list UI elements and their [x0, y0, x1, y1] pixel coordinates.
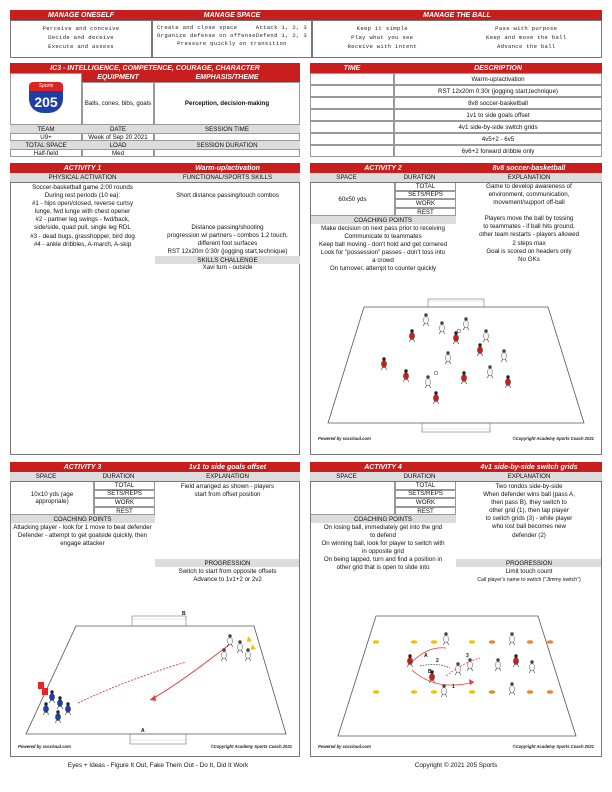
duration-label: DURATION	[82, 472, 155, 481]
progression-line: Limit touch count	[505, 568, 553, 575]
cone-marker	[431, 640, 437, 644]
activity-3-title: 1v1 to side goals offset	[155, 462, 300, 472]
ball-line: Keep and move the ball	[486, 34, 567, 41]
duration-row: REST	[395, 507, 456, 516]
activity-4	[310, 462, 602, 757]
date-label: DATE	[82, 125, 154, 133]
activity-4-title: 4v1 side-by-side switch grids	[456, 462, 602, 472]
oneself-line: Perceive and conceive	[42, 25, 120, 32]
coaching-line: Look for "possession" passes - don't toss into	[320, 249, 446, 257]
duration-row: TOTAL	[395, 182, 456, 191]
coaching-points-label: COACHING POINTS	[310, 216, 456, 224]
credit-left: Powered by soccloud.com	[318, 436, 371, 441]
manage-space-box	[152, 20, 312, 58]
date-value: Week of Sep 20 2021	[82, 133, 154, 141]
coaching-line: Keep ball moving - don't hold and get cornered	[318, 241, 448, 249]
session-time-label: SESSION TIME	[154, 125, 300, 133]
duration-row: REST	[94, 507, 155, 516]
schedule-description: 4v1 side-by-side switch grids	[394, 121, 602, 133]
activity-3-label: ACTIVITY 3	[10, 462, 155, 472]
schedule-description: 6v6+2 forward dribble only	[394, 145, 602, 157]
oneself-line: Decide and deceive	[48, 34, 114, 41]
schedule-time	[310, 133, 394, 145]
explanation-line: Game to develop awareness of	[486, 183, 572, 190]
cone-marker	[373, 640, 379, 644]
explanation-line: 2 steps max	[512, 239, 546, 247]
mark-a: A	[424, 653, 428, 659]
duration-row: REST	[395, 208, 456, 217]
activity-2-label: ACTIVITY 2	[310, 163, 456, 173]
explanation-line: other team restarts - players allowed	[478, 231, 580, 239]
explanation-label: EXPLANATION	[155, 472, 300, 481]
equipment-value: Balls, cones, bibs, goals	[82, 82, 154, 125]
progression-label: PROGRESSION	[155, 559, 300, 567]
coaching-line: On being tapped, turn and find a position in	[323, 556, 443, 564]
space-line: 10x10 yds (age	[30, 491, 74, 498]
team-label: TEAM	[10, 125, 82, 133]
credit-right: ©Copyright Academy Sports Coach 2021	[210, 744, 292, 749]
space-line: Pressure quickly on transition	[177, 40, 287, 47]
physical-list	[12, 184, 153, 249]
manage-ball-header: MANAGE THE BALL	[312, 10, 602, 20]
emphasis-label: EMPHASIS/THEME	[154, 73, 300, 82]
ball-line: Keep it simple	[356, 25, 408, 32]
functional-line: Short distance passing/touch combos	[176, 192, 279, 199]
coaching-line: other grid that is open to slide into	[336, 564, 430, 572]
physical-line: Soccer-basketball game 2:00 rounds	[32, 184, 133, 191]
physical-activation-label: PHYSICAL ACTIVATION	[10, 173, 155, 182]
load-value: Med	[82, 149, 154, 157]
mark-1: 1	[452, 684, 455, 690]
duration-label: DURATION	[383, 472, 456, 481]
activity-2-title: 8v8 soccer-basketball	[456, 163, 602, 173]
schedule-description: RST 12x20m 0:30r (jogging start,technique)	[394, 85, 602, 97]
explanation-line: Players move the ball by tossing	[484, 215, 574, 223]
space-label: SPACE	[310, 173, 383, 182]
space-line: Organize defense on offense	[157, 32, 256, 39]
explanation-line: then pass B), they switch to	[491, 499, 567, 507]
functional-line: Distance passing/shooting	[191, 224, 264, 232]
progression-note: Call player's name to switch ("Jimmy switch")	[477, 577, 581, 584]
coaching-line: engage attacker	[60, 540, 105, 548]
credit-right: ©Copyright Academy Sports Coach 2021	[512, 744, 594, 749]
logo-top: Sports	[29, 82, 63, 91]
space-line: Attack 1, 2, 3	[255, 24, 307, 31]
cone-marker	[38, 682, 44, 689]
explanation-line: No GKs	[518, 255, 540, 263]
time-header: TIME	[310, 63, 394, 73]
top-principles	[10, 10, 602, 58]
activity-4-label: ACTIVITY 4	[310, 462, 456, 472]
coaching-line: Attacking player - look for 1 move to beat defender	[13, 524, 152, 531]
duration-row: SETS/REPS	[395, 490, 456, 499]
manage-oneself-box	[10, 20, 152, 58]
progression-label: PROGRESSION	[456, 559, 602, 567]
duration-label: DURATION	[383, 173, 456, 182]
footer	[10, 762, 602, 774]
description-header: DESCRIPTION	[394, 63, 602, 73]
schedule-time	[310, 109, 394, 121]
explanation-line: Two rondos side-by-side	[495, 483, 563, 490]
coaching-line: a crowd	[372, 257, 394, 265]
credit-left: Powered by soccloud.com	[318, 744, 371, 749]
activity-1-title: Warm-up/activation	[155, 163, 300, 173]
cone-marker	[411, 640, 417, 644]
coaching-line: Communicate to teammates	[344, 233, 422, 241]
duration-row: SETS/REPS	[94, 490, 155, 499]
duration-row: WORK	[94, 498, 155, 507]
physical-line: #2 - partner leg swings - fwd/back,	[35, 216, 130, 224]
schedule-row	[310, 109, 602, 121]
cone-marker	[547, 690, 553, 694]
session-time-value	[154, 133, 300, 141]
cone-marker	[489, 690, 495, 694]
mark-b: B	[428, 669, 432, 675]
activity-2	[310, 163, 602, 455]
goal-b-label: B	[182, 611, 186, 617]
field-diagram	[16, 596, 294, 753]
schedule-row	[310, 73, 602, 85]
activity-1	[10, 163, 300, 455]
ball-line: Play what you see	[351, 34, 414, 41]
coaching-line: On winning ball, look for player to switch with	[321, 540, 445, 548]
schedule-description: 1v1 to side goals offset	[394, 109, 602, 121]
field-diagram	[316, 596, 596, 753]
schedule-time	[310, 145, 394, 157]
functional-skills-label: FUNCTIONAL/SPORTS SKILLS	[155, 173, 300, 182]
coaching-line: Defender - attempt to get goalside quickly, then	[17, 532, 148, 540]
schedule-table	[310, 63, 602, 157]
footer-motto: Eyes + Ideas - Figure It Out, Fake Them Out - Do It, Did It Work	[67, 762, 249, 769]
space-label: SPACE	[10, 472, 82, 481]
duration-row: TOTAL	[395, 481, 456, 490]
duration-row: WORK	[395, 498, 456, 507]
duration-row: WORK	[395, 199, 456, 208]
credit-left: Powered by soccloud.com	[18, 744, 71, 749]
space-value: Half-field	[10, 149, 82, 157]
mark-2: 2	[436, 658, 439, 664]
footer-copyright: Copyright © 2021 205 Sports	[414, 762, 498, 769]
schedule-row	[310, 97, 602, 109]
coaching-line: to defend	[370, 532, 396, 540]
goal-a-label: A	[141, 728, 145, 734]
schedule-row	[310, 145, 602, 157]
session-duration-label: SESSION DURATION	[154, 141, 300, 149]
explanation-line: Field arranged as shown - players	[180, 483, 275, 490]
physical-line: side/side, quad pull, single leg RDL	[34, 224, 131, 232]
equipment-label: EQUIPMENT	[82, 73, 154, 82]
cone-marker	[373, 690, 379, 694]
duration-row: SETS/REPS	[395, 191, 456, 200]
coaching-line: Make decision on next pass prior to receiving	[321, 225, 445, 232]
credit-right: ©Copyright Academy Sports Coach 2021	[512, 436, 594, 441]
coaching-line: On losing ball, immediately get into the grid	[323, 524, 443, 531]
activity-1-label: ACTIVITY 1	[10, 163, 155, 173]
schedule-description: Warm-up/activation	[394, 73, 602, 85]
functional-line: RST 12x20m 0:30r (jogging start,technique)	[167, 248, 288, 256]
explanation-line: Goal is scored on headers only	[486, 247, 572, 255]
oneself-line: Execute and assess	[48, 43, 114, 50]
manage-space-header: MANAGE SPACE	[152, 10, 312, 20]
physical-line: #1 - hips open/closed, reverse curtsy	[31, 200, 134, 208]
schedule-time	[310, 121, 394, 133]
progression-line: Advance to 1v1+2 or 2v2	[193, 576, 262, 584]
cone-marker	[489, 640, 495, 644]
cone-marker	[469, 640, 475, 644]
explanation-line: to switch grids (3) - while player	[485, 515, 573, 523]
duration-row: TOTAL	[94, 481, 155, 490]
schedule-row	[310, 121, 602, 133]
progression-line: Switch to start from opposite offsets	[178, 568, 277, 575]
coaching-points-label: COACHING POINTS	[310, 515, 456, 523]
explanation-line: other grid (1), then tap player	[489, 507, 569, 515]
cone-marker	[42, 688, 48, 695]
manage-oneself-header: MANAGE ONESELF	[10, 10, 152, 20]
coaching-points-label: COACHING POINTS	[10, 515, 155, 523]
activity-3	[10, 462, 300, 757]
schedule-time	[310, 85, 394, 97]
explanation-line: movement/support off-ball	[493, 199, 565, 207]
physical-line: #3 - dead bugs, grasshopper, bird dog	[30, 232, 135, 240]
space-label: SPACE	[310, 472, 383, 481]
schedule-time	[310, 73, 394, 85]
coaching-line: in opposite grid	[362, 548, 404, 556]
field-diagram	[316, 295, 596, 450]
schedule-description: 4v5+2 - 6v5	[394, 133, 602, 145]
soccer-basketball-diagram	[316, 295, 596, 450]
load-label: LOAD	[82, 141, 154, 149]
physical-line: lunge, fwd lunge with chest opener	[34, 208, 131, 216]
cone-marker	[527, 690, 533, 694]
emphasis-value: Perception, decision-making	[154, 82, 300, 125]
skills-challenge-value: Xavi turn - outside	[202, 264, 253, 272]
functional-line: different foot surfaces	[197, 240, 258, 248]
explanation-line: When defender wins ball (pass A,	[483, 491, 575, 499]
functional-line: progression w/ partners - combos 1,2 touch,	[167, 232, 288, 240]
space-line: appropriate)	[35, 498, 69, 505]
cone-marker	[547, 640, 553, 644]
physical-line: During rest periods (10 ea):	[44, 192, 121, 200]
ball-line: Pass with purpose	[495, 25, 558, 32]
space-value: 60x50 yds	[310, 182, 395, 216]
one-v-one-diagram	[16, 596, 294, 753]
space-line: Defend 1, 2, 3	[255, 32, 307, 39]
explanation-label: EXPLANATION	[456, 173, 602, 182]
explanation-label: EXPLANATION	[456, 472, 602, 481]
physical-line: #4 - ankle dribbles, A-march, A-skip	[33, 240, 132, 248]
schedule-row	[310, 85, 602, 97]
mark-3: 3	[466, 653, 469, 659]
sports-205-logo	[10, 73, 82, 125]
coaching-line: On turnover, attempt to counter quickly	[329, 265, 437, 273]
manage-ball-box	[312, 20, 602, 58]
cone-marker	[431, 690, 437, 694]
explanation-line: defender (2)	[512, 531, 546, 539]
schedule-row	[310, 133, 602, 145]
team-value: U9+	[10, 133, 82, 141]
session-banner: IC3 - INTELLIGENCE, COMPETENCE, COURAGE, CHARACTER	[10, 63, 300, 73]
functional-list	[155, 184, 300, 273]
explanation-line: start from offset position	[194, 491, 261, 499]
explanation-line: environment, communication,	[488, 191, 570, 199]
schedule-description: 8v8 soccer-basketball	[394, 97, 602, 109]
session-info	[10, 63, 300, 157]
space-line: Create and close space	[157, 24, 238, 31]
logo-number: 205	[29, 91, 63, 113]
space-label: TOTAL SPACE	[10, 141, 82, 149]
ball-line: Advance the ball	[497, 43, 556, 50]
switch-grids-diagram	[316, 596, 596, 753]
ball-line: Receive with intent	[347, 43, 417, 50]
explanation-line: who lost ball becomes new	[492, 523, 566, 531]
cone-marker	[469, 690, 475, 694]
skills-challenge-label: SKILLS CHALLENGE	[155, 256, 300, 264]
cone-marker	[411, 690, 417, 694]
cone-marker	[527, 640, 533, 644]
explanation-line: to teammates - if ball hits ground,	[483, 223, 575, 231]
schedule-time	[310, 97, 394, 109]
session-duration-value	[154, 149, 300, 157]
